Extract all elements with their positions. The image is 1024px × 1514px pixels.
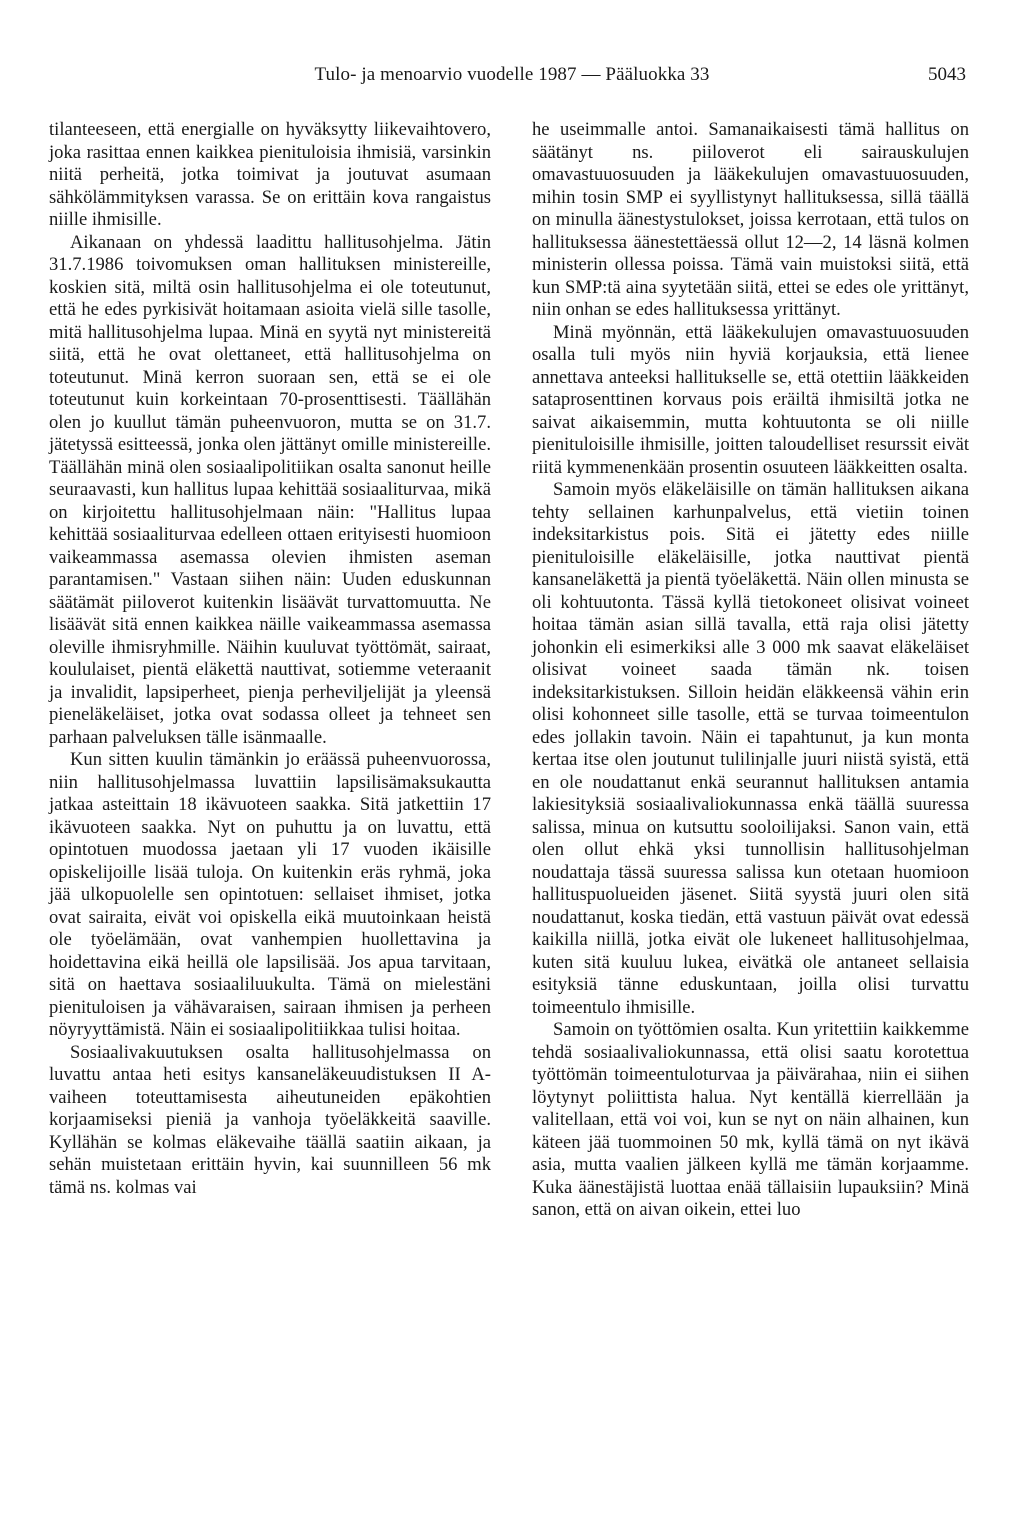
left-paragraph-3: Kun sitten kuulin tämänkin jo eräässä puheenvuorossa, niin hallitusohjelmassa luvattiin lapsilisämaksukautta jatkaa asteittain 18 ikävuoteen saakka. Sitä jatkettiin 17 ikävuoteen saakka. Nyt on puhuttu ja on luvattu, että opintotuen muodossa jaetaan yli 17 vuoden ikäisille opiskelijoille lisää tuloja. On kuitenkin eräs ryhmä, joka jää ulkopuolelle sen opintotuen: sellaiset ihmiset, jotka ovat sairaita, eivät voi opiskella eikä muutoinkaan heistä ole työelämään, ovat vanhempien huollettavina ja hoidettavina eikä heillä ole lapsilisää. Jos apua tarvitaan, sitä on haettava sosiaaliluukulta. Tämä on mielestäni pienituloisen ja vähävaraisen, sairaan ihmisen ja perheen nöyryyttämistä. Näin ei sosiaalipolitiikkaa tulisi hoitaa. <box>49 749 491 1040</box>
right-paragraph-2: Minä myönnän, että lääkekulujen omavastuuosuuden osalla tuli myös niin hyviä korjauksia, että lienee annettava anteeksi hallitukselle se, että otettiin lääkkeiden sataprosenttinen korvaus pois eräiltä ihmisiltä jotka ne saivat aikaisemmin, mutta kohtuutonta se oli niille pienituloisille ihmisille, joitten taloudelliset resurssit eivät riitä kymmenenkään prosentin osuuteen lääkkeitten osalta. <box>532 321 969 478</box>
page-number: 5043 <box>928 64 966 85</box>
left-column <box>49 119 491 1199</box>
right-paragraph-4: Samoin on työttömien osalta. Kun yritettiin kaikkemme tehdä sosiaalivaliokunnassa, että olisi saatu korotettua työttömän toimeentuloturvaa ja päivärahaa, niin ei siihen löytynyt poliittista halua. Nyt kentällä kierrellään ja valitellaan, että voi voi, kun se nyt on näin alhainen, kun käteen jää tuommoinen 50 mk, kyllä tämä on nyt ikävä asia, mutta vaalien jälkeen kyllä me tämän korjaamme. Kuka äänestäjistä luottaa enää tällaisiin lupauksiin? Minä sanon, että on aivan oikein, ettei luo <box>532 1019 969 1220</box>
left-paragraph-1: tilanteeseen, että energialle on hyväksytty liikevaihtovero, joka rasittaa ennen kaikkea pienituloisia ihmisiä, varsinkin niitä perheitä, jotka toimivat ja joutuvat asumaan sähkölämmityksen varassa. Se on erittäin kova rangaistus niille ihmisille. <box>49 119 491 230</box>
left-paragraph-4: Sosiaalivakuutuksen osalta hallitusohjelmassa on luvattu antaa heti esitys kansaneläkeuudistuksen II A-vaiheen toteuttamisesta aiheutuneiden epäkohtien korjaamiseksi pieniä ja vanhoja työeläkkeitä saaville. Kyllähän se kolmas eläkevaihe täällä saatiin aikaan, ja sehän muistetaan erittäin hyvin, kai suunnilleen 56 mk tämä ns. kolmas vai <box>49 1041 491 1198</box>
right-column <box>532 119 969 1222</box>
right-paragraph-1: he useimmalle antoi. Samanaikaisesti tämä hallitus on säätänyt ns. piiloverot eli sairauskulujen omavastuuosuuden ja lääkekulujen omavastuuosuuden, mihin tosin SMP ei syyllistynyt hallituksessa, sillä täällä on minulla äänestystulokset, joissa kerrotaan, että tulos on hallituksessa äänestettäessä ollut 12—2, 14 läsnä kolmen ministerin ollessa poissa. Tämä vain muistoksi siitä, että kun SMP:tä aina syytetään siitä, ettei se edes ole yrittänyt, niin onhan se edes hallituksessa yrittänyt. <box>532 119 969 320</box>
right-paragraph-3: Samoin myös eläkeläisille on tämän hallituksen aikana tehty sellainen karhunpalvelus, että vietiin toinen indeksitarkistus pois. Sitä ei jätetty edes niille pienituloisille eläkeläisille, jotka nauttivat pientä kansaneläkettä ja pientä työeläkettä. Näin ollen minusta se oli kohtuutonta. Tässä kyllä tietokoneet olisivat voineet hoitaa tämän asian sillä tavalla, että raja olisi jätetty johonkin eli esimerkiksi alle 3 000 mk saavat eläkeläiset olisivat voineet saada tämän nk. toisen indeksitarkistuksen. Silloin heidän eläkkeensä vähin erin olisi kohonneet sille tasolle, että se turvaa toimeentulon edes jollakin tavoin. Näin ei tapahtunut, ja kun monta kertaa itse olen joutunut tulilinjalle juuri niistä syistä, että en ole noudattanut enkä seurannut hallituksen antamia lakiesityksiä sosiaalivaliokunnassa enkä täällä suuressa salissa, minua on kutsuttu sooloilijaksi. Sanon vain, että olen ollut ehkä yksi tunnollisin hallitusohjelman noudattaja tässä suuressa salissa kun otetaan huomioon hallituspuolueiden jäsenet. Siitä syystä juuri olen sitä noudattanut, koska tiedän, että vastuun päivät ovat edessä kaikilla niillä, jotka eivät ole lukeneet hallitusohjelmaa, kuten sitä kuuluu lukea, eivätkä ole antaneet sellaisia esityksiä tänne eduskuntaan, joilla olisi turvattu toimeentulo ihmisille. <box>532 479 969 1018</box>
left-paragraph-2: Aikanaan on yhdessä laadittu hallitusohjelma. Jätin 31.7.1986 toivomuksen oman hallituksen ministereille, koskien sitä, miltä osin hallitusohjelma ei ole toteutunut, että he edes pyrkisivät hoitamaan asioita vielä sille tasolle, mitä hallitusohjelma lupaa. Minä en syytä nyt ministereitä siitä, että he ovat olettaneet, että hallitusohjelma on toteutunut. Minä kerron suoraan sen, että se ei ole toteutunut kuin korkeintaan 70-prosenttisesti. Täällähän olen jo kuullut tämän puheenvuoron, mutta se on 31.7. jätetyssä esitteessä, jonka olen jättänyt omille ministereille. Täällähän minä olen sosiaalipolitiikan osalta sanonut heille seuraavasti, kun hallitus lupaa kehittää sosiaaliturvaa, mikä on kirjoitettu hallitusohjelmaan näin: "Hallitus lupaa kehittää sosiaaliturvaa edelleen ottaen erityisesti huomioon vaikeammassa asemassa olevien ihmisten aseman parantamisen." Vastaan siihen näin: Uuden eduskunnan säätämät piiloverot kuitenkin lisäävät turvattomuutta. Ne lisäävät sitä ennen kaikkea näille vaikeammassa asemassa oleville ihmisryhmille. Näihin kuuluvat työttömät, sairaat, koululaiset, pientä eläkettä nauttivat, sotiemme veteraanit ja invalidit, lapsiperheet, pienja perheviljelijät ja yleensä pieneläkeläiset, jotka ovat sodassa olleet ja tehneet sen parhaan palveluksen tälle isänmaalle. <box>49 231 491 748</box>
running-header-title: Tulo- ja menoarvio vuodelle 1987 — Pääluokka 33 <box>314 64 710 85</box>
